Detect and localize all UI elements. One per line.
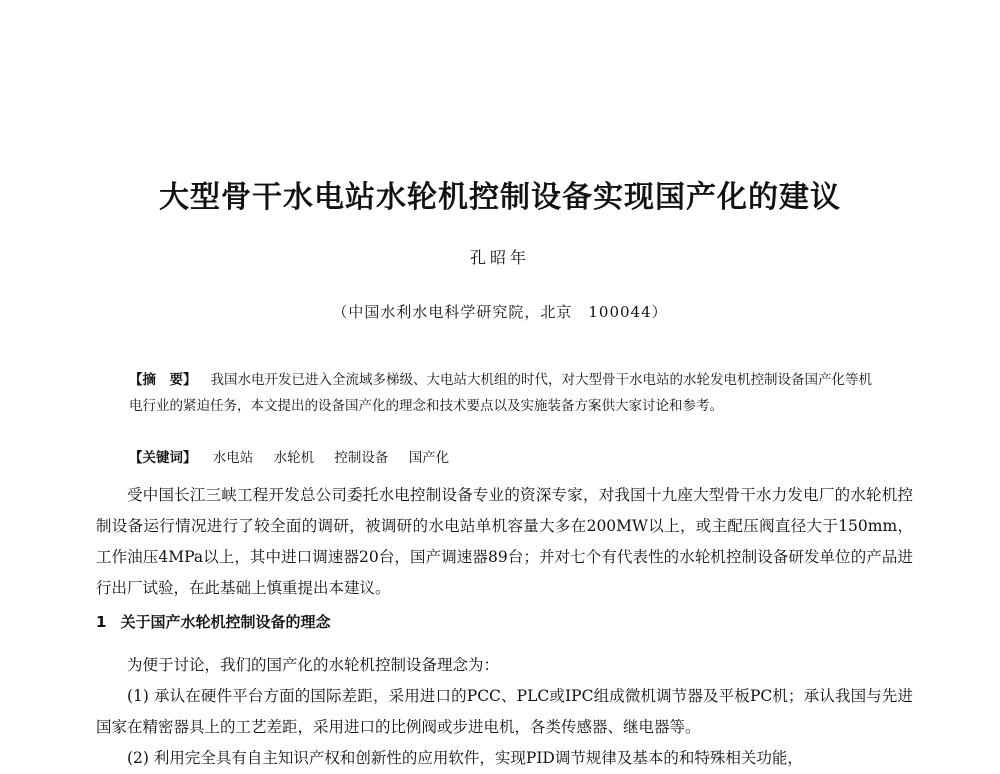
concept-item-2: (2) 利用完全具有自主知识产权和创新性的应用软件，实现PID调节规律及基本的和特殊相关功能， bbox=[127, 749, 803, 767]
keyword-item: 水电站 bbox=[212, 450, 254, 466]
intro-paragraph: 受中国长江三峡工程开发总公司委托水电控制设备专业的资深专家，对我国十九座大型骨干水力发电厂的水轮机控制设备运行情况进行了较全面的调研，被调研的水电站单机容量大多在200MW以上，或主配压阀直径大于150mm，工作油压4MPa以上，其中进口调速器20台，国产调速器89台；并对七个有代表性的水轮机控制设备研发单位的产品进行出厂试验，在此基础上慎重提出本建议。 bbox=[96, 486, 913, 597]
keyword-item: 国产化 bbox=[408, 450, 450, 466]
section-heading bbox=[96, 610, 330, 634]
section-title: 关于国产水轮机控制设备的理念 bbox=[120, 613, 331, 631]
section-number: 1 bbox=[96, 613, 107, 631]
abstract-text: 我国水电开发已进入全流域多梯级、大电站大机组的时代，对大型骨干水电站的水轮发电机控制设备国产化等机电行业的紧迫任务，本文提出的设备国产化的理念和技术要点以及实施装备方案供大家讨论和参考。 bbox=[129, 372, 872, 414]
concept-intro-paragraph: 为便于讨论，我们的国产化的水轮机控制设备理念为： bbox=[127, 656, 500, 674]
keywords-label: 【关键词】 bbox=[129, 450, 197, 466]
concept-item-1: (1) 承认在硬件平台方面的国际差距，采用进口的PCC、PLC或IPC组成微机调节器及平板PC机；承认我国与先进国家在精密器具上的工艺差距，采用进口的比例阀或步进电机，各类传感器、继电器等。 bbox=[96, 687, 913, 736]
author-name: 孔昭年 bbox=[469, 248, 530, 267]
keyword-item: 控制设备 bbox=[334, 450, 389, 466]
abstract-block bbox=[129, 367, 881, 419]
keyword-item: 水轮机 bbox=[273, 450, 315, 466]
author-affiliation: （中国水利水电科学研究院，北京 100044） bbox=[332, 303, 668, 321]
keywords-block bbox=[129, 445, 465, 471]
abstract-label: 【摘 要】 bbox=[129, 372, 197, 388]
paper-title: 大型骨干水电站水轮机控制设备实现国产化的建议 bbox=[159, 180, 841, 215]
